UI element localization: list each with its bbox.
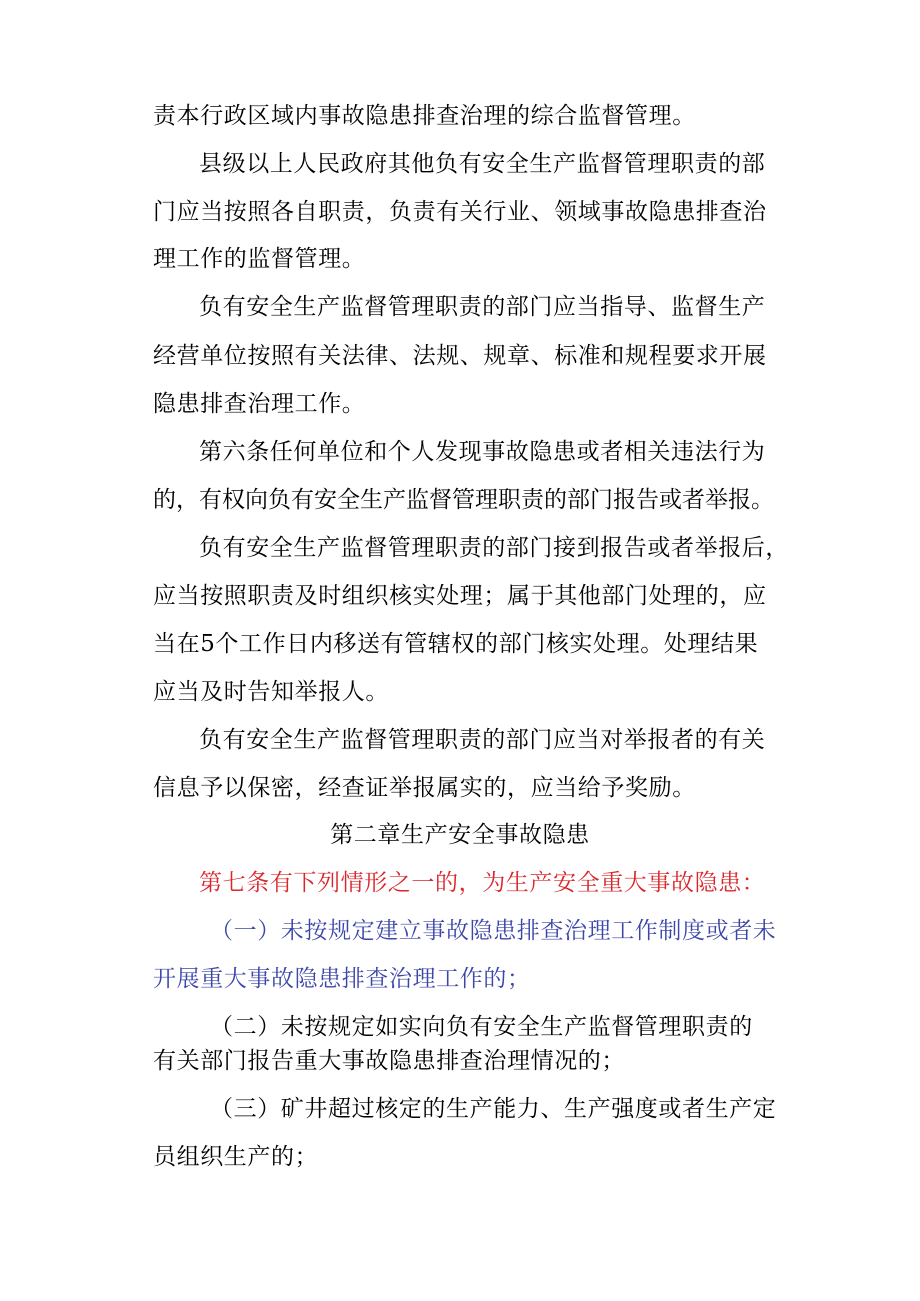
list-item-3-cont: 员组织生产的； xyxy=(153,1144,319,1170)
article-6-start: 第六条任何单位和个人发现事故隐患或者相关违法行为 xyxy=(199,439,766,465)
list-item-1-cont: 开展重大事故隐患排查治理工作的； xyxy=(153,966,531,992)
chapter-heading: 第二章生产安全事故隐患 xyxy=(330,822,590,848)
paragraph-start: 负有安全生产监督管理职责的部门接到报告或者举报后， xyxy=(199,535,789,561)
text-line: 信息予以保密，经查证举报属实的，应当给予奖励。 xyxy=(153,775,696,801)
text-line: 理工作的监督管理。 xyxy=(153,246,366,272)
text-line: 当在5个工作日内移送有管辖权的部门核实处理。处理结果 xyxy=(153,631,759,657)
list-item-3: （三）矿井超过核定的生产能力、生产强度或者生产定 xyxy=(210,1096,777,1122)
article-7-heading: 第七条有下列情形之一的，为生产安全重大事故隐患： xyxy=(199,870,766,896)
text-line: 经营单位按照有关法律、法规、规章、标准和规程要求开展 xyxy=(153,343,767,369)
list-item-2: （二）未按规定如实向负有安全生产监督管理职责的 xyxy=(210,1014,753,1040)
paragraph-start: 负有安全生产监督管理职责的部门应当指导、监督生产 xyxy=(199,294,766,320)
text-line: 应当按照职责及时组织核实处理；属于其他部门处理的，应 xyxy=(153,583,767,609)
text-line: 门应当按照各自职责，负责有关行业、领域事故隐患排查治 xyxy=(153,199,767,225)
paragraph-start: 负有安全生产监督管理职责的部门应当对举报者的有关 xyxy=(199,727,766,753)
text-line: 责本行政区域内事故隐患排查治理的综合监督管理。 xyxy=(153,103,696,129)
text-line: 的，有权向负有安全生产监督管理职责的部门报告或者举报。 xyxy=(153,487,774,513)
text-line: 隐患排查治理工作。 xyxy=(153,391,366,417)
list-item-2-cont: 有关部门报告重大事故隐患排查治理情况的； xyxy=(153,1048,625,1074)
text-line: 应当及时告知举报人。 xyxy=(153,679,389,705)
paragraph-start: 县级以上人民政府其他负有安全生产监督管理职责的部 xyxy=(199,151,766,177)
list-item-1: （一）未按规定建立事故隐患排查治理工作制度或者未 xyxy=(210,918,777,944)
